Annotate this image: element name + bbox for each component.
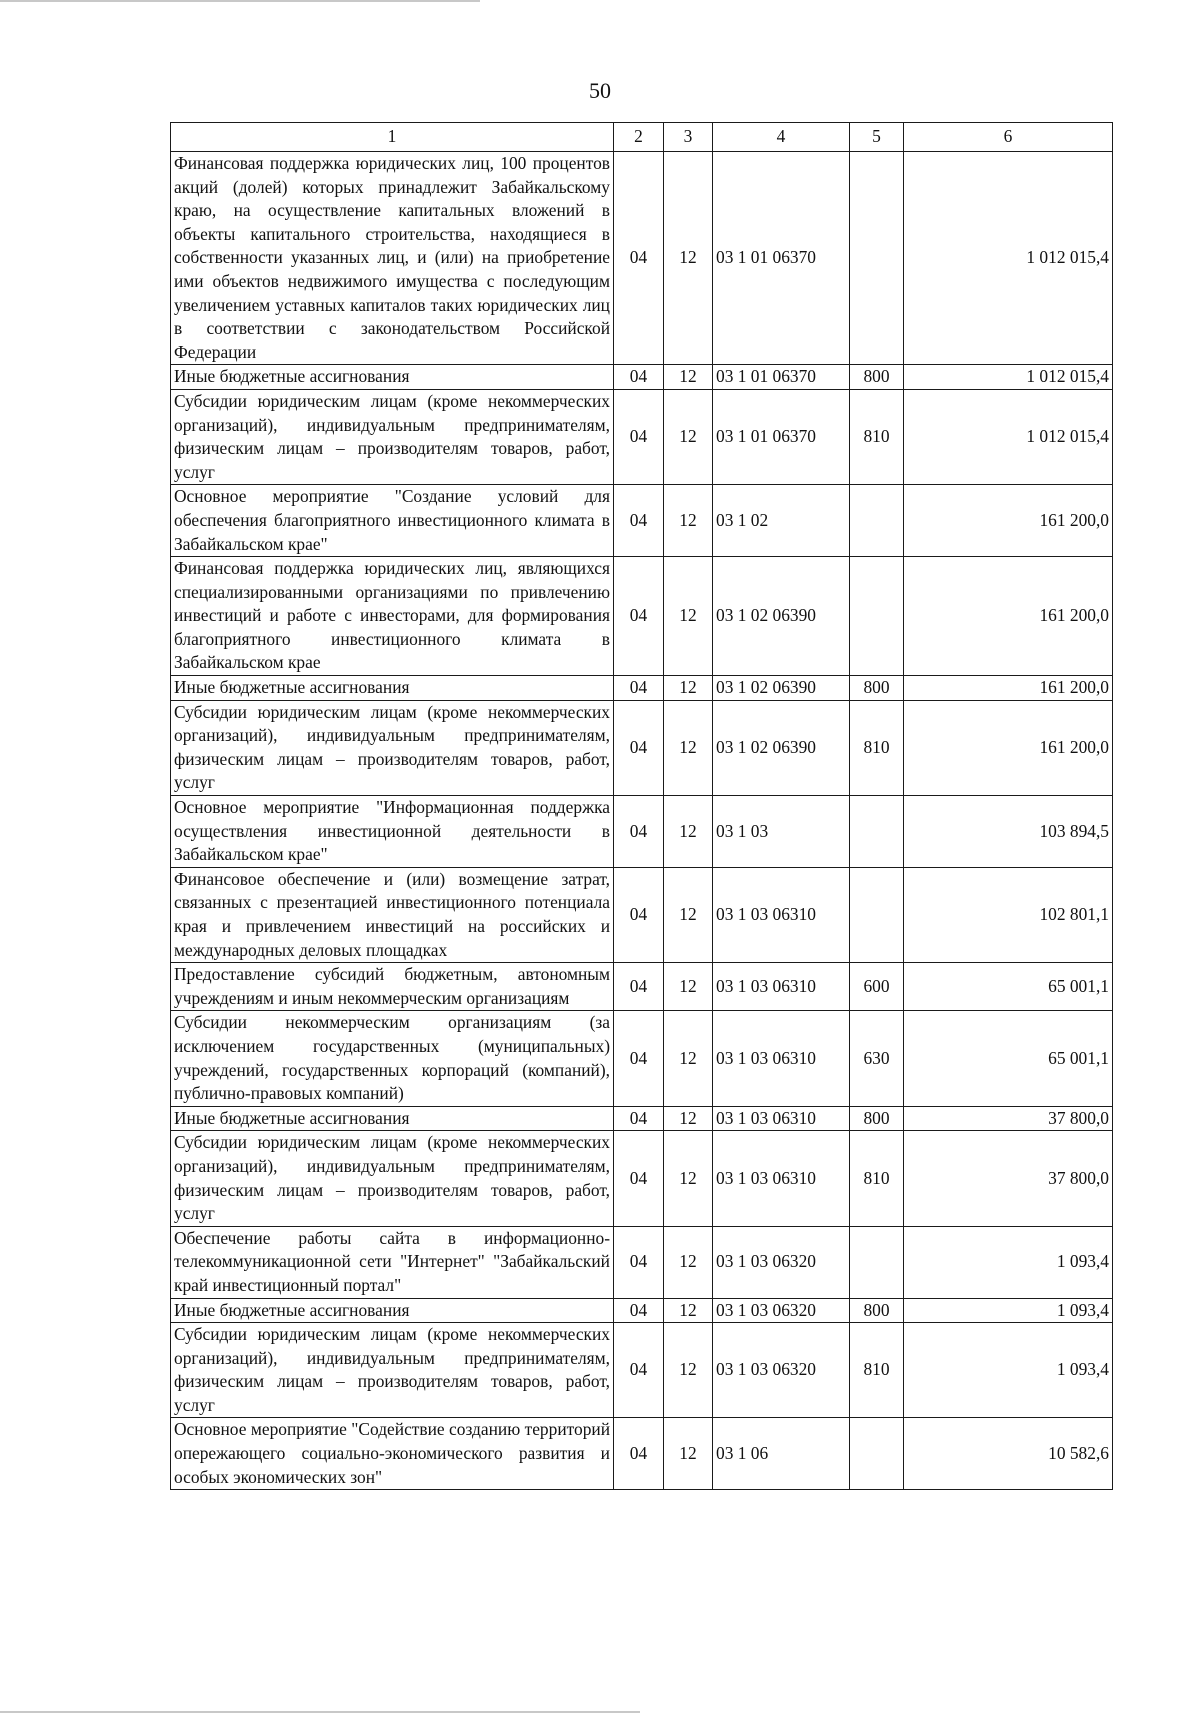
subsection-code: 12	[664, 1106, 713, 1131]
row-name: Иные бюджетные ассигнования	[171, 676, 614, 701]
amount: 37 800,0	[904, 1131, 1113, 1226]
header-row	[171, 123, 1113, 152]
section-code: 04	[614, 1226, 664, 1298]
subsection-code: 12	[664, 963, 713, 1011]
subsection-code: 12	[664, 1131, 713, 1226]
section-code: 04	[614, 557, 664, 676]
amount: 102 801,1	[904, 867, 1113, 962]
target-article-code: 03 1 03 06320	[713, 1323, 850, 1418]
section-code: 04	[614, 676, 664, 701]
section-code: 04	[614, 796, 664, 868]
subsection-code: 12	[664, 1418, 713, 1490]
subsection-code: 12	[664, 365, 713, 390]
subsection-code: 12	[664, 557, 713, 676]
expense-type-code: 810	[850, 1323, 904, 1418]
target-article-code: 03 1 03	[713, 796, 850, 868]
amount: 1 093,4	[904, 1323, 1113, 1418]
expense-type-code: 800	[850, 365, 904, 390]
amount: 1 012 015,4	[904, 152, 1113, 365]
amount: 161 200,0	[904, 676, 1113, 701]
target-article-code: 03 1 02	[713, 485, 850, 557]
table-body	[171, 152, 1113, 1490]
expense-type-code: 810	[850, 1131, 904, 1226]
target-article-code: 03 1 01 06370	[713, 152, 850, 365]
header-col-2: 2	[614, 123, 664, 152]
subsection-code: 12	[664, 1323, 713, 1418]
subsection-code: 12	[664, 700, 713, 795]
table-row	[171, 1011, 1113, 1106]
row-name: Финансовая поддержка юридических лиц, 100 процентов акций (долей) которых принадлежит Забайкальскому краю, на осуществление капитальных вложений в объекты капитального строительства, находящиеся в собственности указанных лиц, и (или) на приобретение ими объектов недвижимого имущества с последующим увеличением уставных капиталов таких юридических лиц в соответствии с законодательством Российской Федерации	[171, 152, 614, 365]
expense-type-code: 600	[850, 963, 904, 1011]
section-code: 04	[614, 1298, 664, 1323]
row-name: Предоставление субсидий бюджетным, автономным учреждениям и иным некоммерческим организациям	[171, 963, 614, 1011]
row-name: Субсидии юридическим лицам (кроме некоммерческих организаций), индивидуальным предпринимателям, физическим лицам – производителям товаров, работ, услуг	[171, 1323, 614, 1418]
page-number: 50	[589, 78, 611, 103]
row-name: Субсидии юридическим лицам (кроме некоммерческих организаций), индивидуальным предпринимателям, физическим лицам – производителям товаров, работ, услуг	[171, 1131, 614, 1226]
target-article-code: 03 1 03 06310	[713, 1011, 850, 1106]
amount: 1 012 015,4	[904, 365, 1113, 390]
section-code: 04	[614, 1418, 664, 1490]
subsection-code: 12	[664, 389, 713, 484]
target-article-code: 03 1 02 06390	[713, 557, 850, 676]
section-code: 04	[614, 1131, 664, 1226]
amount: 1 093,4	[904, 1226, 1113, 1298]
expense-type-code	[850, 557, 904, 676]
amount: 1 093,4	[904, 1298, 1113, 1323]
target-article-code: 03 1 02 06390	[713, 676, 850, 701]
section-code: 04	[614, 152, 664, 365]
subsection-code: 12	[664, 485, 713, 557]
header-col-4: 4	[713, 123, 850, 152]
amount: 1 012 015,4	[904, 389, 1113, 484]
table-row	[171, 365, 1113, 390]
table-row	[171, 1226, 1113, 1298]
expense-type-code	[850, 1418, 904, 1490]
table-row	[171, 963, 1113, 1011]
row-name: Основное мероприятие "Информационная поддержка осуществления инвестиционной деятельности в Забайкальском крае"	[171, 796, 614, 868]
subsection-code: 12	[664, 1226, 713, 1298]
table-row	[171, 1131, 1113, 1226]
section-code: 04	[614, 1106, 664, 1131]
amount: 161 200,0	[904, 485, 1113, 557]
header-col-1: 1	[171, 123, 614, 152]
subsection-code: 12	[664, 1011, 713, 1106]
target-article-code: 03 1 03 06320	[713, 1226, 850, 1298]
scan-edge-bottom	[0, 1711, 640, 1713]
header-col-6: 6	[904, 123, 1113, 152]
row-name: Иные бюджетные ассигнования	[171, 365, 614, 390]
expense-type-code: 810	[850, 389, 904, 484]
target-article-code: 03 1 03 06310	[713, 1106, 850, 1131]
table-row	[171, 1298, 1113, 1323]
table-row	[171, 676, 1113, 701]
table-row	[171, 700, 1113, 795]
amount: 37 800,0	[904, 1106, 1113, 1131]
expense-type-code: 800	[850, 1298, 904, 1323]
amount: 65 001,1	[904, 1011, 1113, 1106]
target-article-code: 03 1 03 06310	[713, 963, 850, 1011]
subsection-code: 12	[664, 796, 713, 868]
target-article-code: 03 1 02 06390	[713, 700, 850, 795]
table-row	[171, 485, 1113, 557]
scan-edge-top	[0, 0, 480, 2]
expense-type-code: 630	[850, 1011, 904, 1106]
section-code: 04	[614, 365, 664, 390]
section-code: 04	[614, 963, 664, 1011]
table-row	[171, 389, 1113, 484]
table-row	[171, 1106, 1113, 1131]
subsection-code: 12	[664, 1298, 713, 1323]
subsection-code: 12	[664, 867, 713, 962]
target-article-code: 03 1 01 06370	[713, 365, 850, 390]
table-row	[171, 152, 1113, 365]
expense-type-code	[850, 152, 904, 365]
row-name: Субсидии юридическим лицам (кроме некоммерческих организаций), индивидуальным предпринимателям, физическим лицам – производителям товаров, работ, услуг	[171, 700, 614, 795]
row-name: Основное мероприятие "Создание условий для обеспечения благоприятного инвестиционного климата в Забайкальском крае"	[171, 485, 614, 557]
target-article-code: 03 1 01 06370	[713, 389, 850, 484]
amount: 10 582,6	[904, 1418, 1113, 1490]
expense-type-code: 810	[850, 700, 904, 795]
expense-type-code: 800	[850, 676, 904, 701]
section-code: 04	[614, 700, 664, 795]
row-name: Субсидии юридическим лицам (кроме некоммерческих организаций), индивидуальным предпринимателям, физическим лицам – производителям товаров, работ, услуг	[171, 389, 614, 484]
subsection-code: 12	[664, 676, 713, 701]
row-name: Финансовое обеспечение и (или) возмещение затрат, связанных с презентацией инвестиционного потенциала края и привлечением инвестиций на российских и международных деловых площадках	[171, 867, 614, 962]
row-name: Обеспечение работы сайта в информационно-телекоммуникационной сети "Интернет" "Забайкальский край инвестиционный портал"	[171, 1226, 614, 1298]
section-code: 04	[614, 389, 664, 484]
budget-table	[170, 122, 1113, 1490]
amount: 161 200,0	[904, 557, 1113, 676]
table-row	[171, 1323, 1113, 1418]
header-col-3: 3	[664, 123, 713, 152]
row-name: Основное мероприятие "Содействие созданию территорий опережающего социально-экономического развития и особых экономических зон"	[171, 1418, 614, 1490]
expense-type-code: 800	[850, 1106, 904, 1131]
expense-type-code	[850, 1226, 904, 1298]
row-name: Субсидии некоммерческим организациям (за исключением государственных (муниципальных) учреждений, государственных корпораций (компаний), публично-правовых компаний)	[171, 1011, 614, 1106]
expense-type-code	[850, 796, 904, 868]
subsection-code: 12	[664, 152, 713, 365]
amount: 103 894,5	[904, 796, 1113, 868]
section-code: 04	[614, 867, 664, 962]
section-code: 04	[614, 1011, 664, 1106]
amount: 65 001,1	[904, 963, 1113, 1011]
table-row	[171, 796, 1113, 868]
amount: 161 200,0	[904, 700, 1113, 795]
target-article-code: 03 1 03 06310	[713, 867, 850, 962]
header-col-5: 5	[850, 123, 904, 152]
target-article-code: 03 1 03 06310	[713, 1131, 850, 1226]
row-name: Иные бюджетные ассигнования	[171, 1106, 614, 1131]
section-code: 04	[614, 1323, 664, 1418]
expense-type-code	[850, 867, 904, 962]
table-row	[171, 557, 1113, 676]
row-name: Финансовая поддержка юридических лиц, являющихся специализированными организациями по привлечению инвестиций и работе с инвесторами, для формирования благоприятного инвестиционного климата в Забайкальском крае	[171, 557, 614, 676]
table-row	[171, 867, 1113, 962]
table-row	[171, 1418, 1113, 1490]
target-article-code: 03 1 03 06320	[713, 1298, 850, 1323]
target-article-code: 03 1 06	[713, 1418, 850, 1490]
row-name: Иные бюджетные ассигнования	[171, 1298, 614, 1323]
expense-type-code	[850, 485, 904, 557]
section-code: 04	[614, 485, 664, 557]
